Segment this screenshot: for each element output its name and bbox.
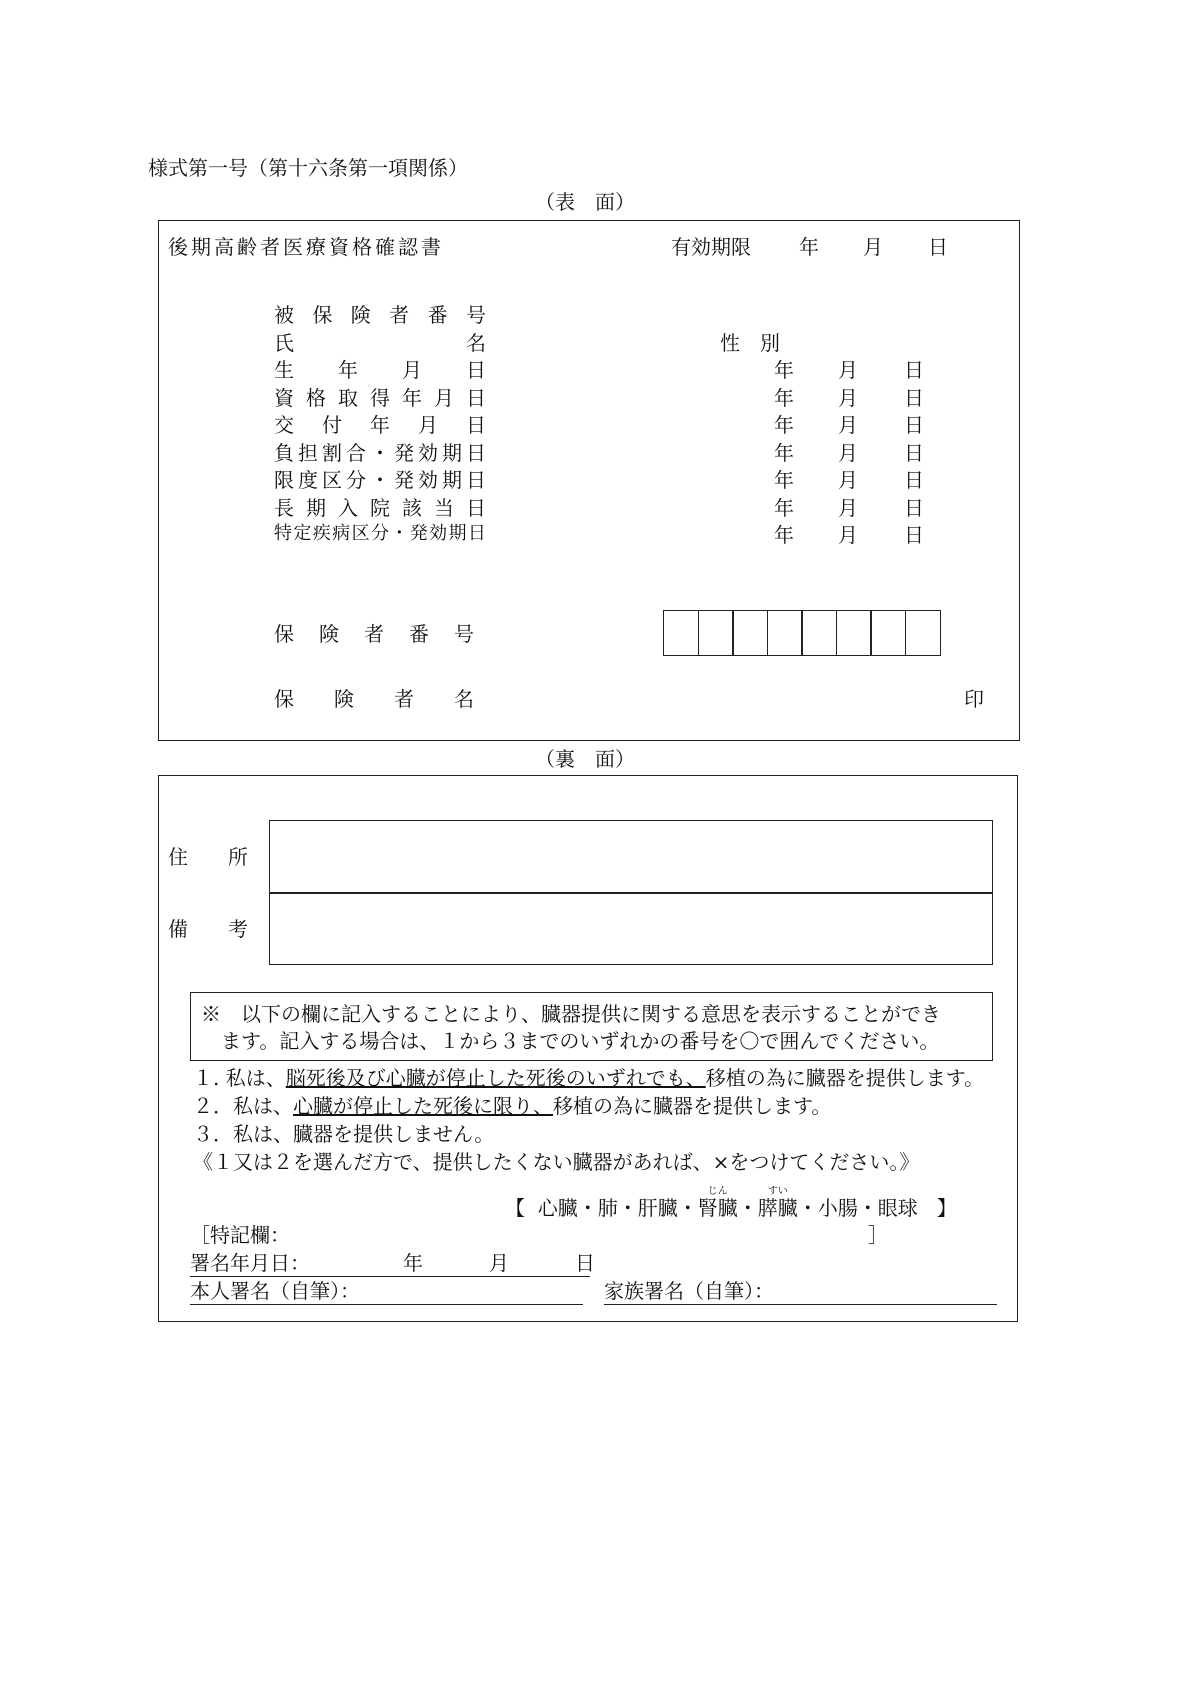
special-note-close: ］ [868, 1223, 888, 1247]
label-char: 取 [338, 386, 358, 410]
label-char: 発 [394, 468, 414, 492]
date-day-unit: 日 [904, 441, 924, 465]
label-char: 資 [274, 386, 294, 410]
date-month-unit: 月 [838, 523, 858, 547]
label-char: 日 [466, 386, 486, 410]
validity-month-unit: 月 [863, 235, 883, 259]
label-char: ・ [370, 441, 390, 465]
label-char: 名 [466, 331, 486, 355]
insurer-number-digit-box[interactable] [801, 610, 837, 656]
validity-year-unit: 年 [799, 235, 819, 259]
gender-label: 性 別 [720, 331, 780, 355]
date-year-unit: 年 [774, 468, 794, 492]
option-1-prefix: １. 私は、 [193, 1066, 286, 1090]
organ-exclusion-note: 《１又は２を選んだ方で、提供したくない臓器があれば、×をつけてください。》 [193, 1150, 920, 1174]
organ-eyeball[interactable]: 眼球 [877, 1196, 918, 1220]
remarks-label: 備 考 [168, 917, 248, 941]
date-year-unit: 年 [774, 441, 794, 465]
organ-separator: ・ [617, 1196, 638, 1220]
label-char: 日 [467, 523, 486, 544]
label-char: 特 [274, 523, 292, 544]
field-label [274, 525, 486, 543]
label-char: 保 [274, 622, 294, 646]
organ-list-close-bracket: 】 [936, 1196, 957, 1220]
organ-pancreas[interactable] [757, 1186, 798, 1220]
label-char: 疾 [312, 523, 331, 544]
sign-date-year-unit: 年 [403, 1251, 423, 1275]
label-char: 該 [402, 496, 422, 520]
label-char: 格 [306, 386, 326, 410]
label-char: 入 [338, 496, 358, 520]
organ-separator: ・ [577, 1196, 598, 1220]
field-label [274, 415, 486, 435]
date-day-unit: 日 [904, 523, 924, 547]
organ-list-open-bracket: 【 [505, 1196, 525, 1220]
label-char: 名 [454, 687, 474, 711]
field-label [274, 305, 486, 325]
label-char: ・ [370, 468, 390, 492]
organ-separator: ・ [797, 1196, 818, 1220]
label-char: 番 [427, 303, 448, 327]
label-char: 者 [364, 622, 384, 646]
date-month-unit: 月 [838, 386, 858, 410]
label-char: 発 [394, 441, 414, 465]
organ-separator: ・ [857, 1196, 878, 1220]
sign-date-label: 署名年月日： [190, 1251, 310, 1275]
label-char: 得 [370, 386, 390, 410]
label-char: 保 [312, 303, 333, 327]
field-label [274, 443, 486, 463]
label-char: 分 [346, 468, 366, 492]
organ-heart[interactable]: 心臓 [537, 1196, 578, 1220]
organ-kidney-ruby: じん [707, 1186, 728, 1197]
special-note-label: ［特記欄： [190, 1223, 290, 1247]
label-char: 年 [338, 358, 358, 382]
card-title: 後期高齢者医療資格確認書 [168, 235, 444, 259]
date-month-unit: 月 [838, 358, 858, 382]
insurer-number-digit-box[interactable] [836, 610, 872, 656]
organ-list [505, 1186, 957, 1220]
insurer-number-digit-box[interactable] [732, 610, 768, 656]
sign-date-month-unit: 月 [489, 1251, 509, 1275]
label-char: 期 [442, 468, 462, 492]
date-year-unit: 年 [774, 413, 794, 437]
label-char: 月 [434, 386, 454, 410]
organ-liver[interactable]: 肝臓 [637, 1196, 678, 1220]
label-char: 限 [274, 468, 294, 492]
label-char: 号 [465, 303, 486, 327]
label-char: 保 [274, 687, 294, 711]
date-year-unit: 年 [774, 496, 794, 520]
label-char: 月 [418, 413, 438, 437]
self-signature-line[interactable] [190, 1304, 583, 1305]
date-day-unit: 日 [904, 358, 924, 382]
label-char: 分 [370, 523, 389, 544]
label-char: 被 [274, 303, 294, 327]
label-char: 割 [322, 441, 342, 465]
label-char: 日 [466, 441, 486, 465]
label-char: 効 [418, 468, 438, 492]
insurer-number-digit-box[interactable] [767, 610, 803, 656]
label-char: 険 [319, 622, 339, 646]
remarks-field[interactable] [269, 892, 993, 965]
insurer-name-label [274, 689, 474, 709]
form-number: 様式第一号（第十六条第一項関係） [148, 156, 468, 180]
organ-kidney-label: 腎臓 [697, 1196, 738, 1220]
option-2[interactable] [193, 1096, 831, 1116]
label-char: 効 [429, 523, 448, 544]
organ-kidney[interactable] [697, 1186, 738, 1220]
date-month-unit: 月 [838, 468, 858, 492]
label-char: 区 [322, 468, 342, 492]
label-char: 定 [293, 523, 312, 544]
label-char: 日 [466, 468, 486, 492]
label-char: 期 [306, 496, 326, 520]
label-char: 年 [402, 386, 422, 410]
seal-mark: 印 [964, 687, 984, 711]
label-char: 者 [394, 687, 414, 711]
insurer-number-digit-box[interactable] [663, 610, 699, 656]
date-day-unit: 日 [904, 386, 924, 410]
label-char: 者 [389, 303, 410, 327]
insurer-number-label [274, 624, 474, 644]
front-side-label: （表 面） [535, 190, 635, 214]
label-char: 区 [351, 523, 370, 544]
field-label [274, 470, 486, 490]
label-char: 当 [434, 496, 454, 520]
organ-pancreas-label: 膵臓 [757, 1196, 798, 1220]
label-char: 発 [409, 523, 428, 544]
field-label [274, 333, 486, 353]
self-signature-label: 本人署名（自筆）： [190, 1279, 360, 1303]
validity-label: 有効期限 [671, 235, 751, 259]
label-char: 交 [274, 413, 294, 437]
option-1-suffix: 移植の為に臓器を提供します。 [705, 1066, 985, 1090]
sign-date-underline[interactable] [190, 1276, 590, 1277]
label-char: 月 [402, 358, 422, 382]
insurer-number-boxes [663, 610, 941, 656]
label-char: ・ [390, 523, 409, 544]
label-char: 長 [274, 496, 294, 520]
date-day-unit: 日 [904, 468, 924, 492]
date-month-unit: 月 [838, 441, 858, 465]
option-1-condition: 脳死後及び心臓が停止した死後のいずれでも、 [285, 1066, 706, 1090]
organ-pancreas-ruby: すい [767, 1186, 788, 1197]
label-char: 期 [448, 523, 467, 544]
label-char: 番 [409, 622, 429, 646]
date-day-unit: 日 [904, 496, 924, 520]
sign-date-day-unit: 日 [575, 1251, 595, 1275]
label-char: 度 [298, 468, 318, 492]
label-char: 付 [322, 413, 342, 437]
address-field[interactable] [269, 820, 993, 894]
date-month-unit: 月 [838, 496, 858, 520]
field-label [274, 388, 486, 408]
label-char: 病 [332, 523, 351, 544]
option-2-prefix: ２．私は、 [193, 1094, 293, 1118]
label-char: 険 [334, 687, 354, 711]
label-char: 日 [466, 496, 486, 520]
label-char: 担 [298, 441, 318, 465]
date-year-unit: 年 [774, 358, 794, 382]
label-char: 院 [370, 496, 390, 520]
family-signature-label: 家族署名（自筆）： [604, 1279, 774, 1303]
field-label [274, 360, 486, 380]
insurer-number-digit-box[interactable] [870, 610, 906, 656]
option-2-suffix: 移植の為に臓器を提供します。 [553, 1094, 832, 1118]
organ-small-intestine[interactable]: 小腸 [817, 1196, 858, 1220]
validity-day-unit: 日 [928, 235, 948, 259]
option-2-condition: 心臓が停止した死後に限り、 [293, 1094, 553, 1118]
insurer-number-digit-box[interactable] [905, 610, 941, 656]
label-char: 生 [274, 358, 294, 382]
label-char: 日 [466, 413, 486, 437]
family-signature-line[interactable] [604, 1304, 997, 1305]
label-char: 氏 [274, 331, 294, 355]
date-month-unit: 月 [838, 413, 858, 437]
date-year-unit: 年 [774, 386, 794, 410]
label-char: 期 [442, 441, 462, 465]
option-3[interactable]: ３．私は、臓器を提供しません。 [193, 1122, 495, 1146]
address-label: 住 所 [168, 845, 248, 869]
label-char: 号 [454, 622, 474, 646]
label-char: 合 [346, 441, 366, 465]
date-day-unit: 日 [904, 413, 924, 437]
label-char: 日 [466, 358, 486, 382]
label-char: 険 [350, 303, 371, 327]
organ-separator: ・ [737, 1196, 758, 1220]
label-char: 年 [370, 413, 390, 437]
insurer-number-digit-box[interactable] [698, 610, 734, 656]
date-year-unit: 年 [774, 523, 794, 547]
notice-line-1: ※ 以下の欄に記入することにより、臓器提供に関する意思を表示することができ [201, 1002, 941, 1026]
back-side-label: （裏 面） [535, 747, 635, 771]
option-1[interactable] [193, 1068, 984, 1088]
field-label [274, 498, 486, 518]
organ-separator: ・ [677, 1196, 698, 1220]
notice-line-2: ます。記入する場合は、１から３までのいずれかの番号を〇で囲んでください。 [221, 1029, 940, 1053]
label-char: 負 [274, 441, 294, 465]
label-char: 効 [418, 441, 438, 465]
organ-lung[interactable]: 肺 [597, 1196, 618, 1220]
